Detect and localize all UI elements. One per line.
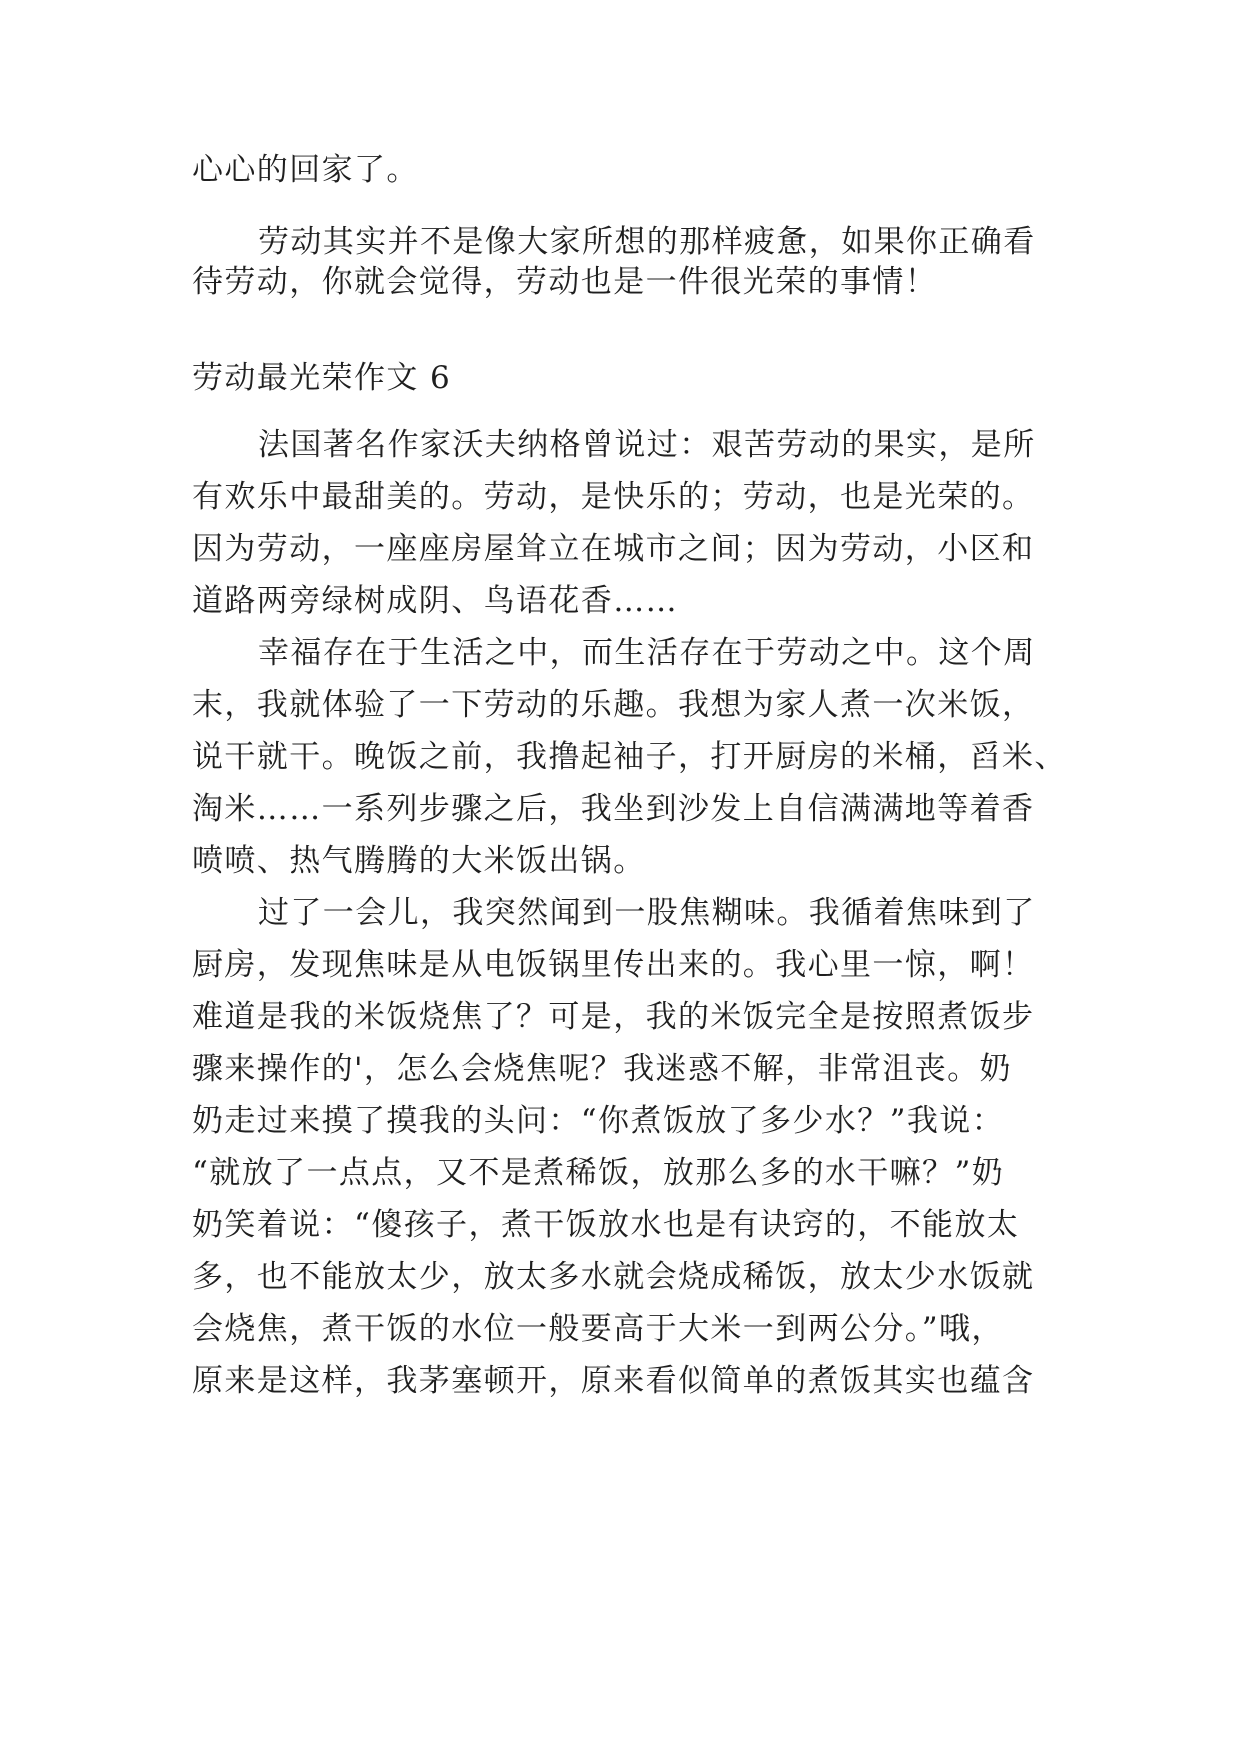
text-line: 奶走过来摸了摸我的头问：“你煮饭放了多少水？”我说： [192,1103,1005,1139]
text-line: 厨房，发现焦味是从电饭锅里传出来的。我心里一惊，啊！ [192,947,1035,983]
text-line: 喷喷、热气腾腾的大米饭出锅。 [192,843,646,879]
text-line: 多，也不能放太少，放太多水就会烧成稀饭，放太少水饭就 [192,1259,1035,1295]
paragraph-first-line: 过了一会儿，我突然闻到一股焦糊味。我循着焦味到了 [258,895,1036,931]
paragraph-first-line: 劳动其实并不是像大家所想的那样疲惫，如果你正确看 [258,224,1036,260]
text-line: 奶笑着说：“傻孩子，煮干饭放水也是有诀窍的，不能放太 [192,1207,1020,1243]
section-heading: 劳动最光荣作文 6 [192,360,452,396]
text-line: 会烧焦，煮干饭的水位一般要高于大米一到两公分。”哦， [192,1311,1004,1347]
text-line: 说干就干。晚饭之前，我撸起袖子，打开厨房的米桶，舀米、 [192,739,1067,775]
text-line: 心心的回家了。 [192,152,419,188]
text-line: 末，我就体验了一下劳动的乐趣。我想为家人煮一次米饭， [192,687,1035,723]
text-line: 难道是我的米饭烧焦了？可是，我的米饭完全是按照煮饭步 [192,999,1035,1035]
text-line: 待劳动，你就会觉得，劳动也是一件很光荣的事情！ [192,264,938,300]
text-line: 原来是这样，我茅塞顿开，原来看似简单的煮饭其实也蕴含 [192,1363,1035,1399]
text-line: 因为劳动，一座座房屋耸立在城市之间；因为劳动，小区和 [192,531,1035,567]
text-line: 道路两旁绿树成阴、鸟语花香…… [192,583,678,619]
text-line: “就放了一点点，又不是煮稀饭，放那么多的水干嘛？”奶 [192,1155,1005,1191]
text-line: 骤来操作的'，怎么会烧焦呢？我迷惑不解，非常沮丧。奶 [192,1051,1012,1087]
paragraph-first-line: 法国著名作家沃夫纳格曾说过：艰苦劳动的果实，是所 [258,427,1036,463]
paragraph-first-line: 幸福存在于生活之中，而生活存在于劳动之中。这个周 [258,635,1036,671]
text-line: 淘米……一系列步骤之后，我坐到沙发上自信满满地等着香 [192,791,1035,827]
text-line: 有欢乐中最甜美的。劳动，是快乐的；劳动，也是光荣的。 [192,479,1035,515]
